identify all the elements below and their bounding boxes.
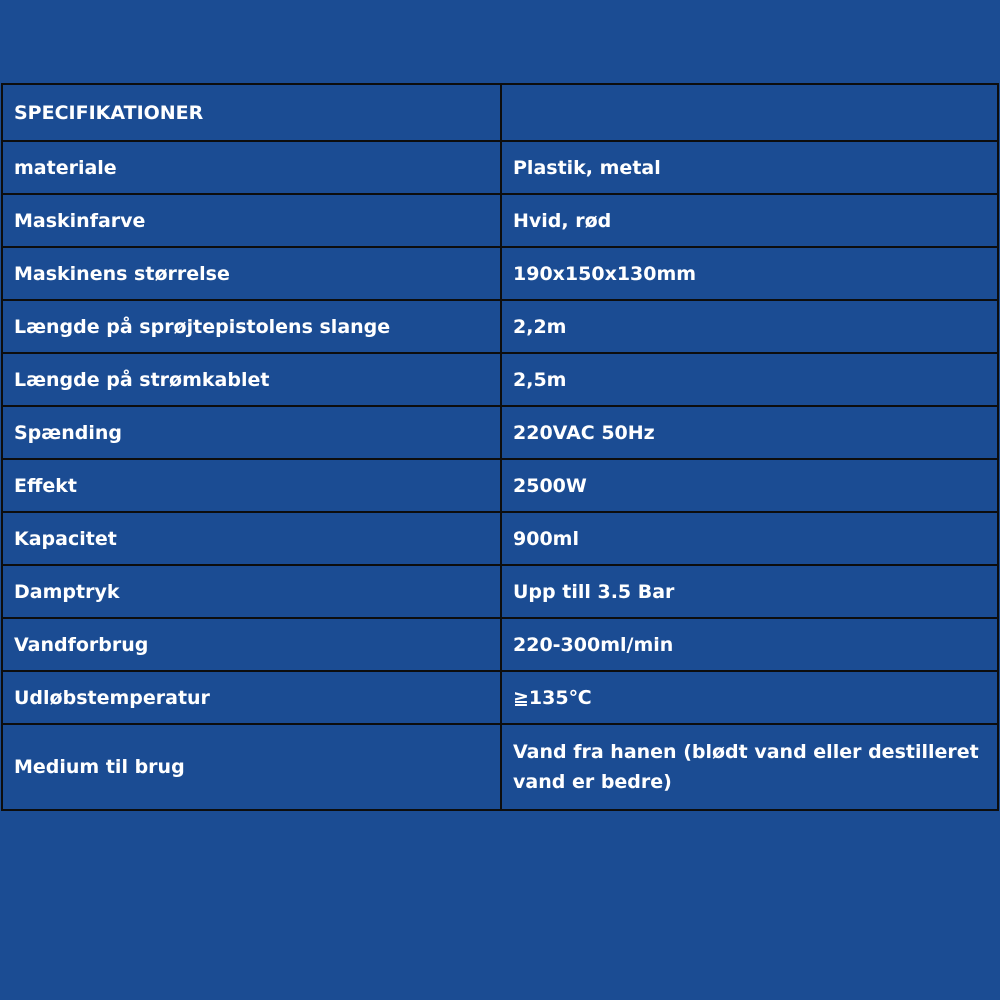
table-row (2, 565, 998, 618)
table-row (2, 724, 998, 810)
spec-value: 900ml (501, 512, 998, 565)
spec-label: Længde på strømkablet (2, 353, 501, 406)
spec-value: Hvid, rød (501, 194, 998, 247)
spec-label: Udløbstemperatur (2, 671, 501, 724)
spec-label: Spænding (2, 406, 501, 459)
spec-value: 2500W (501, 459, 998, 512)
spec-label: Maskinens størrelse (2, 247, 501, 300)
spec-value: 220VAC 50Hz (501, 406, 998, 459)
spec-value: 190x150x130mm (501, 247, 998, 300)
spec-label: Længde på sprøjtepistolens slange (2, 300, 501, 353)
spec-value: 2,5m (501, 353, 998, 406)
table-row (2, 512, 998, 565)
spec-label: Medium til brug (2, 724, 501, 810)
spec-label: Maskinfarve (2, 194, 501, 247)
table-row (2, 406, 998, 459)
spec-label: materiale (2, 141, 501, 194)
spec-value: Plastik, metal (501, 141, 998, 194)
table-row (2, 459, 998, 512)
spec-value: 220-300ml/min (501, 618, 998, 671)
table-header-row (2, 84, 998, 141)
table-row (2, 618, 998, 671)
spec-value: 2,2m (501, 300, 998, 353)
header-value-cell (501, 84, 998, 141)
spec-value: Upp till 3.5 Bar (501, 565, 998, 618)
spec-label: Kapacitet (2, 512, 501, 565)
table-row (2, 141, 998, 194)
table-row (2, 247, 998, 300)
table-row (2, 300, 998, 353)
spec-label: Vandforbrug (2, 618, 501, 671)
spec-value: ≧135℃ (501, 671, 998, 724)
header-label-cell: SPECIFIKATIONER (2, 84, 501, 141)
spec-value: Vand fra hanen (blødt vand eller destilleret vand er bedre) (501, 724, 998, 810)
spec-label: Damptryk (2, 565, 501, 618)
spec-label: Effekt (2, 459, 501, 512)
specifications-table (1, 83, 999, 811)
table-row (2, 194, 998, 247)
table-row (2, 353, 998, 406)
table-row (2, 671, 998, 724)
